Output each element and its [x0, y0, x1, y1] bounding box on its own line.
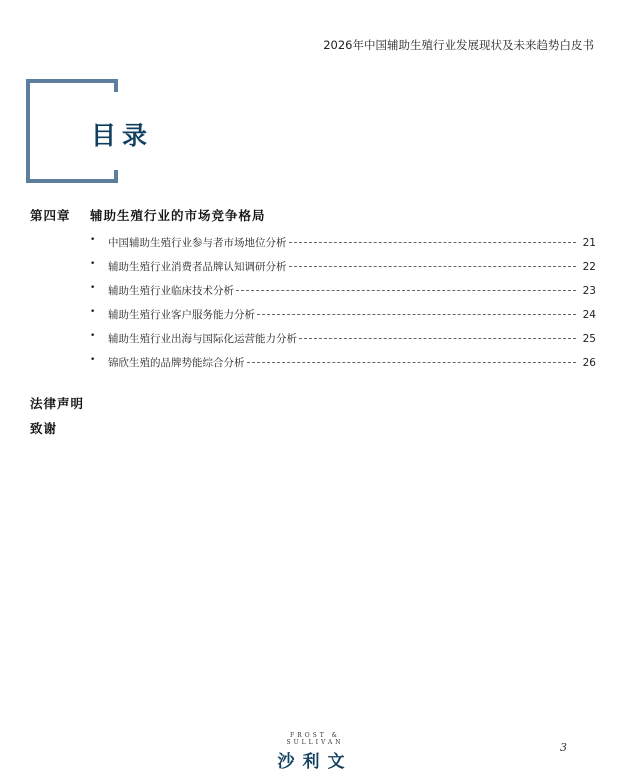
toc-leader — [289, 266, 577, 267]
toc-item-label: 中国辅助生殖行业参与者市场地位分析 — [108, 237, 287, 249]
toc-item-label: 辅助生殖行业出海与国际化运营能力分析 — [108, 333, 297, 345]
toc-item[interactable] — [90, 353, 596, 377]
frame-tick-bottom — [114, 170, 118, 183]
toc-leader — [247, 362, 577, 363]
logo-chinese-text: 沙利文 — [277, 752, 353, 772]
toc-item-page: 25 — [582, 333, 596, 345]
toc-item[interactable] — [90, 281, 596, 305]
toc-item-label: 辅助生殖行业客户服务能力分析 — [108, 309, 255, 321]
toc-item-label: 辅助生殖行业消费者品牌认知调研分析 — [108, 261, 287, 273]
toc-leader — [236, 290, 576, 291]
bullet-icon: • — [90, 283, 96, 293]
toc-item-label: 锦欣生殖的品牌势能综合分析 — [108, 357, 245, 369]
logo-english-text: FROST & SULLIVAN — [286, 732, 344, 746]
toc-item[interactable] — [90, 305, 596, 329]
toc-item-page: 26 — [582, 357, 596, 369]
frame-tick-top — [114, 79, 118, 92]
document-header-title: 2026年中国辅助生殖行业发展现状及未来趋势白皮书 — [323, 38, 594, 52]
bullet-icon: • — [90, 235, 96, 245]
toc-section-acknowledgements[interactable]: 致谢 — [30, 421, 58, 436]
toc-item[interactable] — [90, 233, 596, 257]
toc-item[interactable] — [90, 257, 596, 281]
toc-leader — [257, 314, 576, 315]
chapter-number: 第四章 — [30, 208, 71, 223]
bullet-icon: • — [90, 259, 96, 269]
toc-item-page: 24 — [582, 309, 596, 321]
toc-item-page: 21 — [582, 237, 596, 249]
toc-title: 目录 — [91, 121, 154, 150]
toc-list — [90, 233, 596, 377]
chapter-name: 辅助生殖行业的市场竞争格局 — [90, 208, 266, 223]
bullet-icon: • — [90, 331, 96, 341]
toc-item-page: 22 — [582, 261, 596, 273]
toc-item-page: 23 — [582, 285, 596, 297]
page-number: 3 — [560, 741, 567, 754]
toc-leader — [289, 242, 577, 243]
toc-section-legal[interactable]: 法律声明 — [30, 396, 85, 411]
toc-leader — [299, 338, 576, 339]
company-logo — [260, 732, 370, 772]
bullet-icon: • — [90, 307, 96, 317]
toc-item[interactable] — [90, 329, 596, 353]
toc-item-label: 辅助生殖行业临床技术分析 — [108, 285, 234, 297]
bullet-icon: • — [90, 355, 96, 365]
